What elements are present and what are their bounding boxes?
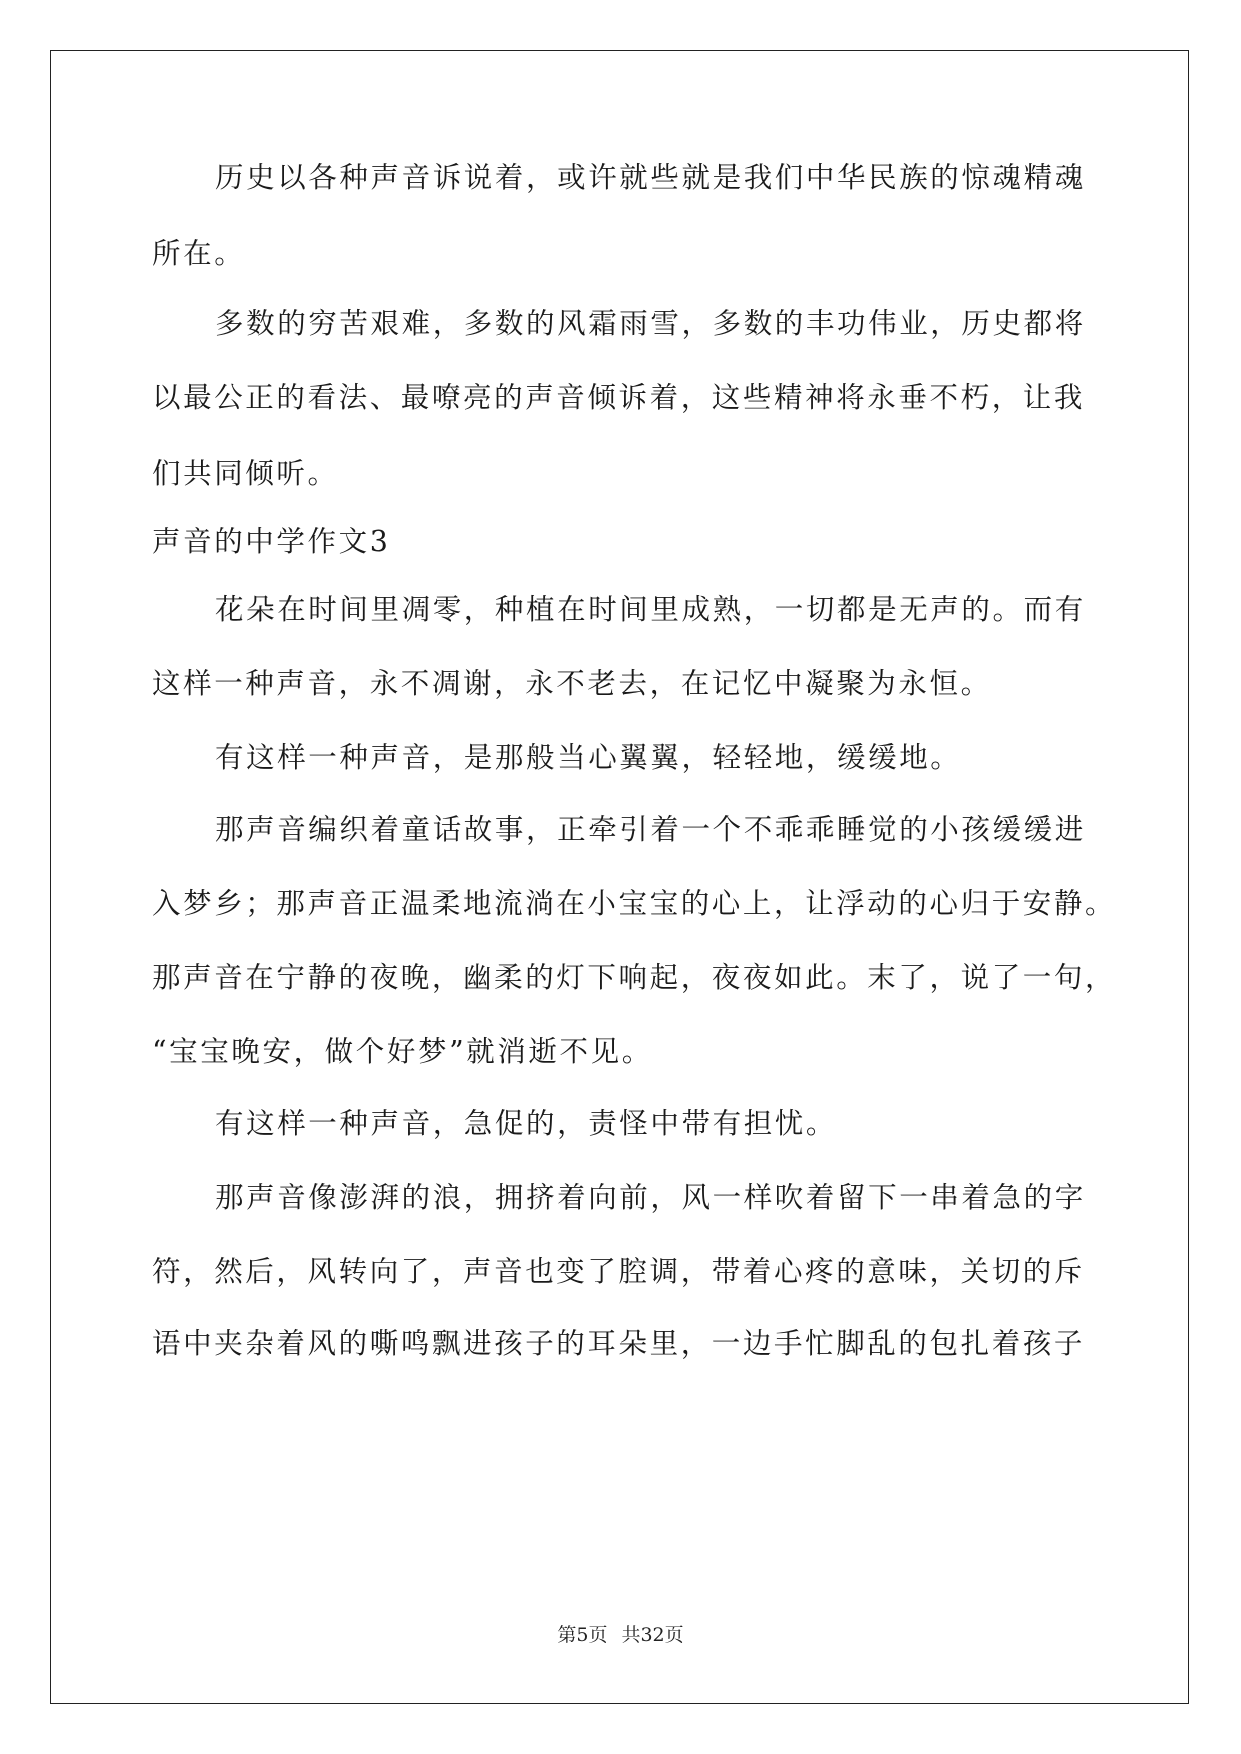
- paragraph-line: 那声音编织着童话故事，正牵引着一个不乖乖睡觉的小孩缓缓进: [215, 813, 1086, 846]
- paragraph-line: “宝宝晚安，做个好梦”就消逝不见。: [152, 1035, 653, 1068]
- paragraph-line: 历史以各种声音诉说着，或许就些就是我们中华民族的惊魂精魂: [215, 161, 1086, 194]
- paragraph-line: 们共同倾听。: [152, 457, 339, 490]
- paragraph-line: 那声音像澎湃的浪，拥挤着向前，风一样吹着留下一串着急的字: [215, 1181, 1086, 1214]
- paragraph-line: 这样一种声音，永不凋谢，永不老去，在记忆中凝聚为永恒。: [152, 667, 992, 700]
- paragraph-line: 符，然后，风转向了，声音也变了腔调，带着心疼的意味，关切的斥: [152, 1255, 1086, 1288]
- page-total: 共32页: [621, 1624, 684, 1646]
- paragraph-line: 有这样一种声音，急促的，责怪中带有担忧。: [215, 1107, 838, 1140]
- paragraph-line: 花朵在时间里凋零，种植在时间里成熟，一切都是无声的。而有: [215, 593, 1086, 626]
- paragraph-line: 以最公正的看法、最嘹亮的声音倾诉着，这些精神将永垂不朽，让我: [152, 381, 1086, 414]
- paragraph-line: 那声音在宁静的夜晚，幽柔的灯下响起，夜夜如此。末了，说了一句，: [152, 961, 1117, 994]
- paragraph-line: 入梦乡；那声音正温柔地流淌在小宝宝的心上，让浮动的心归于安静。: [152, 887, 1117, 920]
- paragraph-line: 语中夹杂着风的嘶鸣飘进孩子的耳朵里，一边手忙脚乱的包扎着孩子: [152, 1327, 1086, 1360]
- section-heading: 声音的中学作文3: [152, 525, 391, 558]
- page-number: 第5页: [557, 1624, 608, 1646]
- page-frame: [50, 50, 1189, 1704]
- page-footer: [0, 1620, 1241, 1647]
- paragraph-line: 所在。: [152, 237, 246, 270]
- paragraph-line: 多数的穷苦艰难，多数的风霜雨雪，多数的丰功伟业，历史都将: [215, 307, 1086, 340]
- paragraph-line: 有这样一种声音，是那般当心翼翼，轻轻地，缓缓地。: [215, 741, 962, 774]
